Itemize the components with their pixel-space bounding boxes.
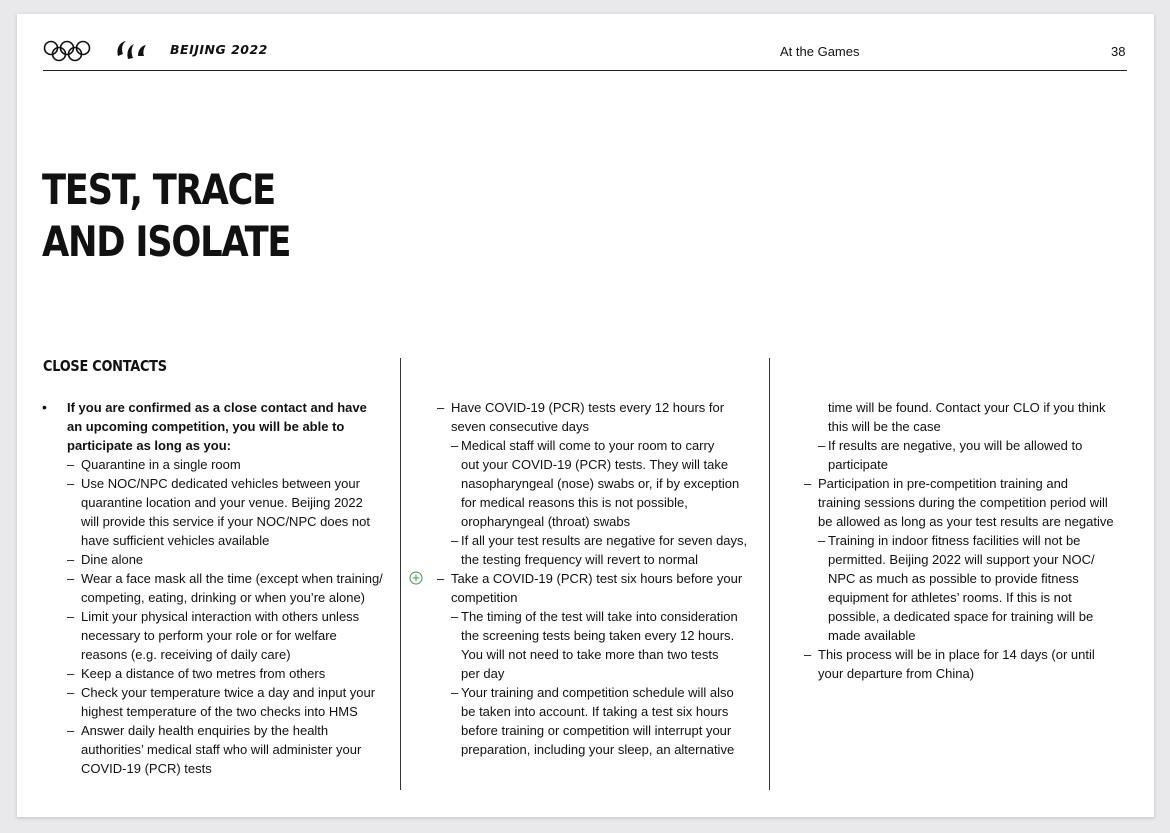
text-line: Participation in pre-competition training and [818,476,1069,491]
text-line: made available [828,628,916,643]
dash-marker: – [804,647,812,662]
text-line: reasons (e.g. receiving of daily care) [81,647,291,662]
text-line: the screening tests being taken every 12 hours. [461,628,735,643]
text-line: seven consecutive days [451,419,590,434]
column-2 [437,398,747,759]
text-line: Have COVID-19 (PCR) tests every 12 hours for [451,400,725,415]
dash-marker: – [818,438,826,453]
text-line: competition [451,590,518,605]
text-line: participate [828,457,888,472]
title-line-1: TEST, TRACE [42,165,275,214]
text-line: Take a COVID-19 (PCR) test six hours before your [451,571,743,586]
text-line: Medical staff will come to your room to carry [461,438,715,453]
column-divider [769,358,770,790]
dash-marker: – [67,552,75,567]
dash-marker: – [67,685,75,700]
bullet-marker: • [42,399,47,415]
text-line: before training or competition will interrupt your [461,723,732,738]
text-line: This process will be in place for 14 days (or until [818,647,1095,662]
text-line: have sufficient vehicles available [81,533,270,548]
plus-circle-icon[interactable] [409,571,423,585]
column-1 [42,398,383,778]
text-line: this will be the case [828,419,941,434]
text-line: Check your temperature twice a day and input your [81,685,376,700]
dash-marker: – [437,571,445,586]
section-subheading: CLOSE CONTACTS [43,357,167,375]
text-line: be taken into account. If taking a test six hours [461,704,729,719]
dash-marker: – [818,533,826,548]
text-line: Dine alone [81,552,144,567]
column-divider [400,358,401,790]
text-line: Answer daily health enquiries by the health [81,723,329,738]
text-line: quarantine location and your venue. Beijing 2022 [81,495,363,510]
title-line-2: AND ISOLATE [42,217,291,266]
text-line: authorities’ medical staff who will administer your [81,742,362,757]
olympic-rings-icon [43,40,91,62]
dash-marker: – [451,533,459,548]
text-line: necessary to perform your role or for welfare [81,628,337,643]
text-line: per day [461,666,505,681]
header-divider [43,70,1127,71]
dash-marker: – [67,457,75,472]
dash-marker: – [451,685,459,700]
beijing-2022-logo: BEIJING 2022 [170,42,268,57]
paralympic-agitos-icon [114,38,150,62]
text-line: Quarantine in a single room [81,457,241,472]
text-line: Use NOC/NPC dedicated vehicles between your [81,476,360,491]
text-line: your departure from China) [818,666,975,681]
text-line: Keep a distance of two metres from others [81,666,326,681]
dash-marker: – [67,476,75,491]
dash-marker: – [67,609,75,624]
text-line: equipment for athletes’ rooms. If this is not [828,590,1072,605]
page-number: 38 [1111,44,1126,59]
text-line: competing, eating, drinking or when you’re alone) [81,590,366,605]
text-line: possible, a dedicated space for training will be [828,609,1094,624]
section-label: At the Games [780,44,860,59]
text-line: out your COVID-19 (PCR) tests. They will take [461,457,729,472]
dash-marker: – [451,438,459,453]
text-line: will provide this service if your NOC/NPC does not [81,514,370,529]
text-line: If you are confirmed as a close contact and have [67,400,367,415]
dash-marker: – [804,476,812,491]
text-line: Training in indoor fitness facilities will not be [828,533,1081,548]
text-line: Wear a face mask all the time (except when training/ [81,571,383,586]
text-line: participate as long as you: [67,438,231,453]
text-line: NPC as much as possible to provide fitness [828,571,1079,586]
dash-marker: – [437,400,445,415]
text-line: If results are negative, you will be allowed to [828,438,1083,453]
dash-marker: – [451,609,459,624]
text-line: highest temperature of the two checks into HMS [81,704,358,719]
text-line: time will be found. Contact your CLO if you think [828,400,1106,415]
text-line: for medical reasons this is not possible, [461,495,688,510]
text-line: If all your test results are negative for seven days, [461,533,748,548]
dash-marker: – [67,666,75,681]
text-line: nasopharyngeal (nose) swabs or, if by exception [461,476,740,491]
page-title [42,164,290,268]
text-line: the testing frequency will revert to normal [461,552,698,567]
document-page [17,14,1154,817]
text-line: You will not need to take more than two tests [461,647,719,662]
text-line: oropharyngeal (throat) swabs [461,514,631,529]
dash-marker: – [67,723,75,738]
text-line: The timing of the test will take into consideration [461,609,738,624]
text-line: preparation, including your sleep, an alternative [461,742,735,757]
dash-marker: – [67,571,75,586]
text-line: Your training and competition schedule will also [461,685,734,700]
text-line: an upcoming competition, you will be able to [67,419,345,434]
column-3 [804,398,1114,683]
text-line: Limit your physical interaction with others unless [81,609,360,624]
text-line: permitted. Beijing 2022 will support your NOC/ [828,552,1095,567]
text-line: COVID-19 (PCR) tests [81,761,212,776]
text-line: training sessions during the competition period will [818,495,1108,510]
text-line: be allowed as long as your test results are negative [818,514,1114,529]
